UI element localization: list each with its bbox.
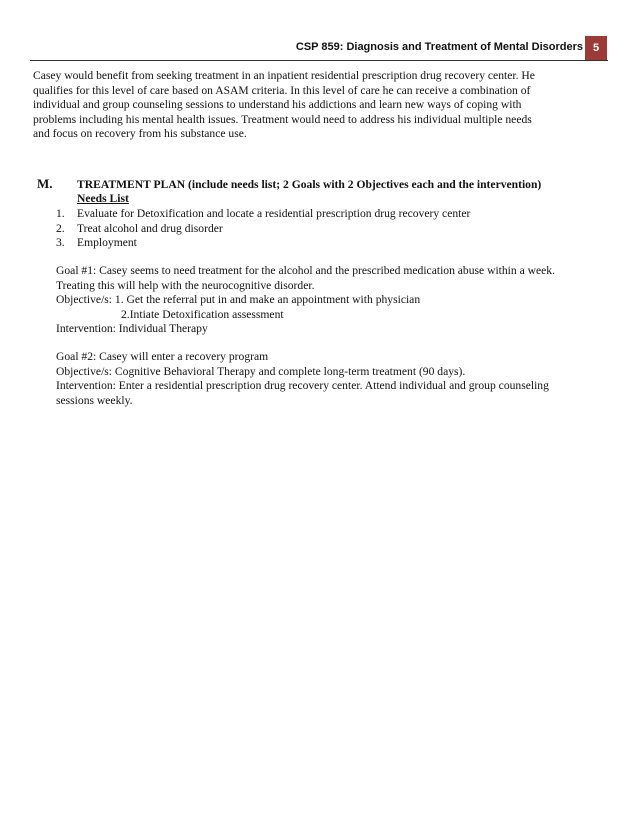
goal-1-block (56, 264, 555, 337)
goal-2-intervention: Intervention: Enter a residential prescription drug recovery center. Attend individual and group counseling (56, 379, 549, 393)
goal-1-objective: Objective/s: 1. Get the referral put in and make an appointment with physician (56, 293, 421, 307)
goal-1-line: Goal #1: Casey seems to need treatment for the alcohol and the prescribed medication abuse within a week. (56, 264, 556, 277)
header-divider (30, 60, 608, 61)
intro-line: and focus on recovery from his substance use. (33, 127, 247, 141)
intro-line: qualifies for this level of care based on ASAM criteria. In this level of care he can receive a combination of (33, 83, 531, 97)
page-number-badge: 5 (585, 36, 607, 60)
list-item-number: 1. (56, 207, 65, 220)
list-item-text: Evaluate for Detoxification and locate a residential prescription drug recovery center (77, 207, 471, 220)
list-item-number: 2. (56, 221, 65, 235)
list-item-text: Treat alcohol and drug disorder (77, 221, 223, 235)
course-title: CSP 859: Diagnosis and Treatment of Mental Disorders (295, 41, 583, 53)
section-letter: M. (37, 176, 53, 191)
goal-2-objective: Objective/s: Cognitive Behavioral Therapy and complete long-term treatment (90 days). (56, 364, 466, 378)
list-item (56, 207, 470, 222)
section-heading: TREATMENT PLAN (include needs list; 2 Goals with 2 Objectives each and the intervention) (77, 178, 542, 191)
intro-line: individual and group counseling sessions to understand his addictions and learn new ways of coping with (33, 98, 522, 112)
needs-list (56, 207, 470, 251)
goal-1-line: Treating this will help with the neurocognitive disorder. (56, 278, 315, 292)
needs-list-heading: Needs List (77, 192, 129, 205)
intro-paragraph (33, 69, 608, 142)
goal-1-intervention: Intervention: Individual Therapy (56, 322, 208, 336)
intro-line: Casey would benefit from seeking treatment in an inpatient residential prescription drug recovery center. He (33, 69, 535, 82)
intro-line: problems including his mental health issues. Treatment would need to address his individual multiple needs (33, 112, 532, 126)
page-header (0, 36, 638, 60)
list-item (56, 222, 470, 237)
list-item-text: Employment (77, 236, 137, 249)
list-item (56, 236, 470, 251)
goal-2-block (56, 350, 549, 408)
goal-2-intervention: sessions weekly. (56, 393, 133, 407)
list-item-number: 3. (56, 236, 65, 249)
goal-1-objective: 2.Intiate Detoxification assessment (121, 307, 284, 321)
goal-2-line: Goal #2: Casey will enter a recovery program (56, 350, 269, 363)
